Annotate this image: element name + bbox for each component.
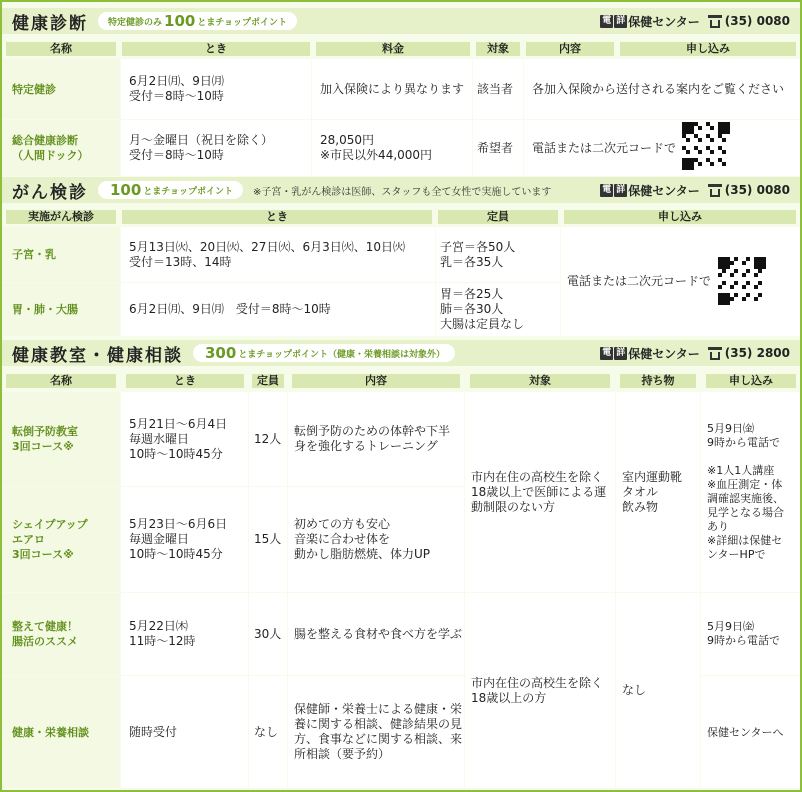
row-capacity: 12人: [249, 392, 287, 486]
col-header: 内容: [526, 42, 614, 56]
row-name: 特定健診: [2, 59, 120, 119]
section-title: 健康診断: [12, 13, 88, 34]
col-header: 対象: [470, 374, 610, 388]
box-icon-den: 電: [602, 15, 612, 26]
row-fee: 加入保険により異なります: [312, 59, 472, 119]
col-header: 実施がん検診: [6, 210, 116, 224]
contact-label: 保健センター: [628, 14, 700, 29]
row-content: 腸を整える食材や食べ方を学ぶ: [288, 593, 464, 675]
row-toki: 5月21日〜6月4日 毎週水曜日 10時〜10時45分: [121, 392, 248, 486]
col-header: 申し込み: [620, 42, 796, 56]
row-toki: 5月13日㈫、20日㈫、27日㈫、6月3日㈫、10日㈫ 受付＝13時、14時: [121, 227, 435, 282]
row-capacity: 胃＝各25人 肺＝各30人 大腸は定員なし: [436, 283, 560, 336]
target-cell: 市内在住の高校生を除く 18歳以上で医師による運 動制限のない方: [465, 392, 615, 592]
col-header: 内容: [292, 374, 460, 388]
apply-cell: 電話または二次元コードで: [561, 227, 800, 336]
contact-info: [600, 13, 790, 30]
col-header: とき: [122, 42, 310, 56]
contact-tel: (35) 0080: [724, 14, 790, 28]
row-toki: 随時受付: [121, 676, 248, 788]
qr-code-icon[interactable]: [718, 257, 766, 305]
row-target: 該当者: [473, 59, 523, 119]
box-icon-ji: 詳: [616, 347, 626, 358]
col-header: 持ち物: [620, 374, 696, 388]
col-header: 対象: [476, 42, 520, 56]
box-icon-ji: 詳: [616, 184, 626, 195]
contact-tel: (35) 0080: [724, 183, 790, 197]
qr-code-icon[interactable]: [682, 122, 730, 170]
point-pill: [98, 181, 243, 199]
box-icon-den: 電: [602, 347, 612, 358]
apply-cell: 5月9日㈮ 9時から電話で: [701, 593, 800, 675]
target-cell: 市内在住の高校生を除く 18歳以上の方: [465, 593, 615, 788]
row-toki: 6月2日㈪、9日㈪ 受付＝8時〜10時: [121, 59, 311, 119]
col-header: 名称: [6, 374, 116, 388]
contact-tel: (35) 2800: [724, 346, 790, 360]
row-content: 保健師・栄養士による健康・栄 養に関する相談、健診結果の見 方、食事などに関する相談、来 所相談（要予約）: [288, 676, 464, 788]
pill-number: 100: [110, 181, 142, 199]
fax-icon: [708, 184, 723, 197]
row-content: 初めての方も安心 音楽に合わせ体を 動かし脂肪燃焼、体力UP: [288, 487, 464, 592]
point-pill: [98, 12, 297, 30]
fax-icon: [708, 15, 723, 28]
section-header-kyoshitsu: [2, 340, 800, 366]
col-header: 料金: [316, 42, 470, 56]
row-target: 希望者: [473, 120, 523, 176]
section-title: 健康教室・健康相談: [12, 345, 183, 366]
col-header: 申し込み: [706, 374, 796, 388]
row-name: シェイプアップ エアロ 3回コース※: [2, 487, 120, 592]
col-header: 定員: [438, 210, 558, 224]
col-header: とき: [126, 374, 244, 388]
section-header-gan: [2, 177, 800, 203]
apply-cell: 5月9日㈮ 9時から電話で ※1人1人講座 ※血圧測定・体 調確認実施後、 見学となる場合 あり ※詳細は保健セ ンターHPで: [701, 392, 800, 592]
pill-suffix: とまチョップポイント（健康・栄養相談は対象外）: [238, 349, 446, 360]
pill-number: 100: [164, 12, 196, 30]
row-toki: 6月2日㈪、9日㈪ 受付＝8時〜10時: [121, 283, 435, 336]
bring-cell: なし: [616, 593, 700, 788]
row-name: 子宮・乳: [2, 227, 120, 282]
col-header: 申し込み: [564, 210, 796, 224]
row-toki: 月〜金曜日（祝日を除く） 受付＝8時〜10時: [121, 120, 311, 176]
row-fee: 28,050円 ※市民以外44,000円: [312, 120, 472, 176]
contact-label: 保健センター: [628, 183, 700, 198]
col-header: 定員: [252, 374, 284, 388]
pill-suffix: とまチョップポイント: [143, 186, 234, 197]
contact-info: [600, 345, 790, 362]
section-title: がん検診: [12, 182, 88, 203]
col-header: とき: [122, 210, 432, 224]
section-note: ※子宮・乳がん検診は医師、スタッフも全て女性で実施しています: [253, 186, 552, 198]
row-capacity: なし: [249, 676, 287, 788]
point-pill: [193, 344, 455, 362]
bring-cell: 室内運動靴 タオル 飲み物: [616, 392, 700, 592]
row-name: 健康・栄養相談: [2, 676, 120, 788]
contact-info: [600, 182, 790, 199]
box-icon-den: 電: [602, 184, 612, 195]
row-capacity: 15人: [249, 487, 287, 592]
row-name: 胃・肺・大腸: [2, 283, 120, 336]
row-name: 転倒予防教室 3回コース※: [2, 392, 120, 486]
fax-icon: [708, 347, 723, 360]
row-capacity: 30人: [249, 593, 287, 675]
row-name: 総合健康診断 （人間ドック）: [2, 120, 120, 176]
col-header: 名称: [6, 42, 116, 56]
row-capacity: 子宮＝各50人 乳＝各35人: [436, 227, 560, 282]
row-name: 整えて健康！ 腸活のススメ: [2, 593, 120, 675]
row-content: 転倒予防のための体幹や下半 身を強化するトレーニング: [288, 392, 464, 486]
pill-number: 300: [205, 344, 237, 362]
pill-prefix: 特定健診のみ: [108, 17, 163, 28]
row-toki: 5月23日〜6月6日 毎週金曜日 10時〜10時45分: [121, 487, 248, 592]
row-toki: 5月22日㈭ 11時〜12時: [121, 593, 248, 675]
box-icon-ji: 詳: [616, 15, 626, 26]
contact-label: 保健センター: [628, 346, 700, 361]
row-content: 電話または二次元コードで: [524, 120, 800, 176]
section-header-kenshin: [2, 8, 800, 34]
apply-cell: 保健センターへ: [701, 676, 800, 788]
pill-suffix: とまチョップポイント: [197, 17, 288, 28]
row-content: 各加入保険から送付される案内をご覧ください: [524, 59, 800, 119]
